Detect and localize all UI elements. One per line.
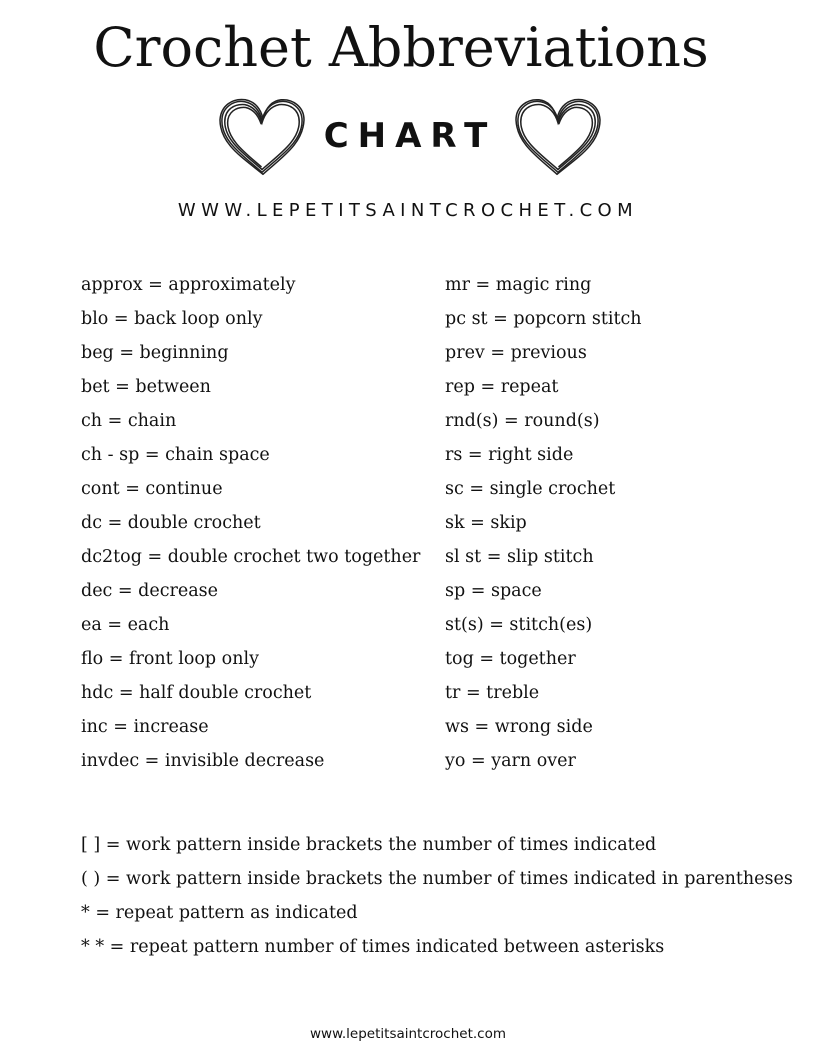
note-item: ( ) = work pattern inside brackets the number of times indicated in parentheses [81,869,793,889]
abbreviation-list-left [81,268,420,778]
note-item: * * = repeat pattern number of times indicated between asterisks [81,937,665,957]
list-item: approx = approximately [81,275,296,295]
list-item: ch = chain [81,411,177,431]
heart-icon [510,96,606,180]
list-item: sp = space [445,581,542,601]
list-item: cont = continue [81,479,223,499]
list-item: ea = each [81,615,170,635]
list-item: mr = magic ring [445,275,592,295]
list-item: flo = front loop only [81,649,259,669]
list-item: blo = back loop only [81,309,263,329]
list-item: sl st = slip stitch [445,547,594,567]
list-item: invdec = invisible decrease [81,751,325,771]
list-item: tr = treble [445,683,540,703]
list-item: inc = increase [81,717,209,737]
heart-icon [214,96,310,180]
list-item: ws = wrong side [445,717,593,737]
list-item: dc = double crochet [81,513,261,533]
list-item: yo = yarn over [445,751,576,771]
page-title: Crochet Abbreviations [93,16,709,79]
pattern-notes [81,828,793,964]
list-item: dec = decrease [81,581,219,601]
list-item: pc st = popcorn stitch [445,309,642,329]
list-item: bet = between [81,377,211,397]
list-item: st(s) = stitch(es) [445,615,593,635]
list-item: ch - sp = chain space [81,445,270,465]
list-item: tog = together [445,649,576,669]
list-item: prev = previous [445,343,587,363]
list-item: rep = repeat [445,377,559,397]
list-item: rs = right side [445,445,574,465]
list-item: rnd(s) = round(s) [445,411,600,431]
list-item: hdc = half double crochet [81,683,312,703]
footer-website: www.lepetitsaintcrochet.com [310,1026,506,1042]
list-item: beg = beginning [81,343,229,363]
note-item: * = repeat pattern as indicated [81,903,358,923]
abbreviation-list-right [445,268,642,778]
list-item: sc = single crochet [445,479,616,499]
note-item: [ ] = work pattern inside brackets the number of times indicated [81,835,657,855]
chart-label: CHART [323,116,497,156]
list-item: sk = skip [445,513,527,533]
header-website: WWW.LEPETITSAINTCROCHET.COM [177,200,639,221]
list-item: dc2tog = double crochet two together [81,547,421,567]
